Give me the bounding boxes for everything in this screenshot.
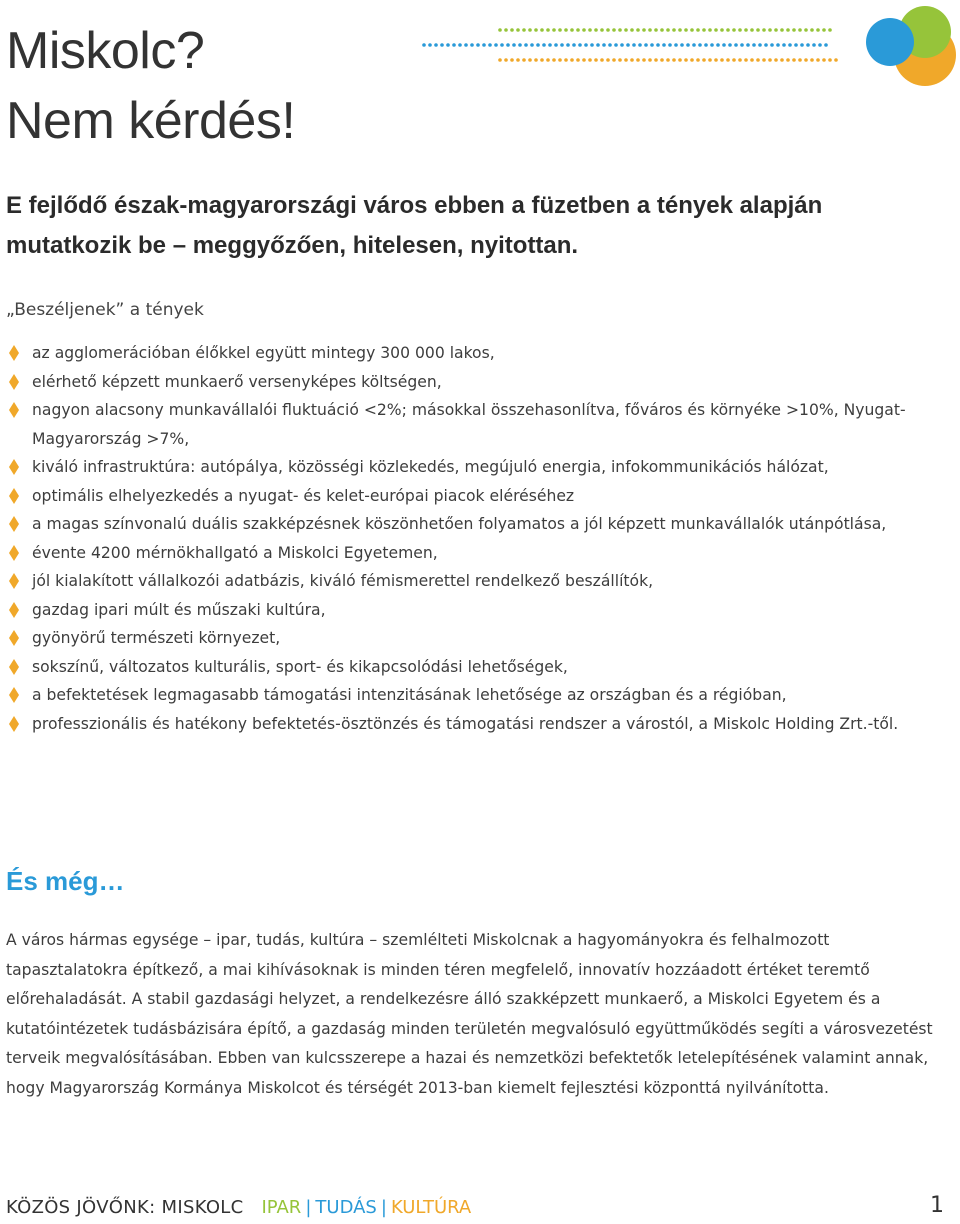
footer-brand: KÖZÖS JÖVŐNK: MISKOLC xyxy=(6,1197,244,1218)
decoration-dot xyxy=(720,58,724,62)
decoration-dot xyxy=(672,58,676,62)
decoration-dot xyxy=(756,28,760,32)
decoration-dot xyxy=(720,28,724,32)
decoration-dot xyxy=(804,58,808,62)
decoration-dot xyxy=(498,58,502,62)
decoration-dot xyxy=(696,28,700,32)
logo-decoration xyxy=(420,0,960,96)
decoration-dot xyxy=(572,43,576,47)
decoration-dot xyxy=(810,28,814,32)
decoration-dot xyxy=(636,28,640,32)
page-number: 1 xyxy=(930,1193,944,1218)
footer-tudas: TUDÁS xyxy=(315,1197,377,1218)
decoration-dot xyxy=(582,58,586,62)
list-item xyxy=(6,368,950,397)
decoration-dot xyxy=(554,43,558,47)
decoration-dot xyxy=(656,43,660,47)
decoration-dot xyxy=(594,28,598,32)
decoration-dot xyxy=(782,43,786,47)
decoration-dot xyxy=(452,43,456,47)
decoration-dot xyxy=(780,58,784,62)
decoration-dot xyxy=(602,43,606,47)
list-item-text: gazdag ipari múlt és műszaki kultúra, xyxy=(32,600,326,619)
decoration-dot xyxy=(696,58,700,62)
decoration-dot xyxy=(734,43,738,47)
decoration-dot xyxy=(594,58,598,62)
decoration-dot xyxy=(728,43,732,47)
decoration-dot xyxy=(636,58,640,62)
decoration-dot xyxy=(536,43,540,47)
footer-ipar: IPAR xyxy=(261,1197,302,1218)
decoration-dot xyxy=(512,43,516,47)
decoration-dot xyxy=(422,43,426,47)
decoration-dot xyxy=(804,28,808,32)
decoration-dot xyxy=(666,28,670,32)
decoration-dot xyxy=(428,43,432,47)
decoration-dot xyxy=(684,58,688,62)
decoration-dot xyxy=(642,58,646,62)
decoration-dot xyxy=(624,58,628,62)
decoration-dot xyxy=(630,28,634,32)
diamond-bullet-icon xyxy=(8,344,20,362)
footer-separator: | xyxy=(305,1197,312,1218)
decoration-dot xyxy=(590,43,594,47)
decoration-dot xyxy=(792,58,796,62)
decoration-dot xyxy=(692,43,696,47)
page-title xyxy=(6,16,295,156)
decoration-dot xyxy=(540,28,544,32)
decoration-dot xyxy=(488,43,492,47)
decoration-dot xyxy=(710,43,714,47)
decoration-dot xyxy=(612,28,616,32)
decoration-dot xyxy=(440,43,444,47)
footer-kultura: KULTÚRA xyxy=(390,1197,472,1218)
diamond-bullet-icon xyxy=(8,544,20,562)
intro-text: E fejlődő észak-magyarországi város ebben a füzetben a tények alapján mutatkozik be – meggyőzően, hitelesen, nyitottan. xyxy=(6,192,823,259)
decoration-dot xyxy=(716,43,720,47)
decoration-dot xyxy=(516,58,520,62)
decoration-dot xyxy=(816,28,820,32)
decoration-dot xyxy=(500,43,504,47)
decoration-dot xyxy=(750,58,754,62)
decoration-dot xyxy=(714,28,718,32)
diamond-bullet-icon xyxy=(8,401,20,419)
decoration-dot xyxy=(530,43,534,47)
decoration-dot xyxy=(596,43,600,47)
diamond-bullet-icon xyxy=(8,373,20,391)
decoration-dot xyxy=(552,28,556,32)
list-item xyxy=(6,596,950,625)
decoration-dot xyxy=(744,58,748,62)
decoration-dot xyxy=(764,43,768,47)
decoration-dot xyxy=(446,43,450,47)
decoration-dot xyxy=(578,43,582,47)
list-item xyxy=(6,624,950,653)
list-item-text: gyönyörű természeti környezet, xyxy=(32,629,281,647)
decoration-dot xyxy=(750,28,754,32)
decoration-dot xyxy=(738,58,742,62)
decoration-dot xyxy=(614,43,618,47)
dotted-lines-decoration xyxy=(422,28,838,62)
decoration-dot xyxy=(708,58,712,62)
decoration-dot xyxy=(828,58,832,62)
decoration-dot xyxy=(662,43,666,47)
decoration-dot xyxy=(548,43,552,47)
decoration-dot xyxy=(690,58,694,62)
decoration-dot xyxy=(600,58,604,62)
decoration-dot xyxy=(476,43,480,47)
diamond-bullet-icon xyxy=(8,515,20,533)
decoration-dot xyxy=(732,58,736,62)
decoration-dot xyxy=(654,58,658,62)
decoration-dot xyxy=(680,43,684,47)
facts-list xyxy=(6,339,950,738)
decoration-dot xyxy=(570,28,574,32)
decoration-dot xyxy=(738,28,742,32)
decoration-dot xyxy=(624,28,628,32)
decoration-dot xyxy=(800,43,804,47)
decoration-dot xyxy=(642,28,646,32)
decoration-dot xyxy=(524,43,528,47)
list-item-text: optimális elhelyezkedés a nyugat- és kelet-európai piacok eléréséhez xyxy=(32,486,575,505)
decoration-dot xyxy=(774,28,778,32)
list-item-text: kiváló infrastruktúra: autópálya, közösségi közlekedés, megújuló energia, infokommunikációs hálózat, xyxy=(32,458,829,476)
decoration-dot xyxy=(654,28,658,32)
decoration-dot xyxy=(792,28,796,32)
decoration-dot xyxy=(564,28,568,32)
decoration-dot xyxy=(644,43,648,47)
decoration-dot xyxy=(534,58,538,62)
decoration-dot xyxy=(630,58,634,62)
decoration-dot xyxy=(510,28,514,32)
list-item-text: jól kialakított vállalkozói adatbázis, kiváló fémismerettel rendelkező beszállítók, xyxy=(32,572,654,590)
decoration-dot xyxy=(788,43,792,47)
decoration-dot xyxy=(458,43,462,47)
decoration-dot xyxy=(650,43,654,47)
decoration-dot xyxy=(686,43,690,47)
decoration-dot xyxy=(776,43,780,47)
decoration-dot xyxy=(584,43,588,47)
title-line-1: Miskolc? xyxy=(6,22,205,80)
decoration-dot xyxy=(740,43,744,47)
decoration-dot xyxy=(618,28,622,32)
decoration-dot xyxy=(632,43,636,47)
list-item-text: évente 4200 mérnökhallgató a Miskolci Egyetemen, xyxy=(32,543,438,562)
decoration-dot xyxy=(678,28,682,32)
page-footer xyxy=(6,1194,950,1224)
logo-circles-icon xyxy=(866,6,956,86)
decoration-dot xyxy=(660,58,664,62)
decoration-dot xyxy=(762,58,766,62)
decoration-dot xyxy=(546,58,550,62)
diamond-bullet-icon xyxy=(8,487,20,505)
diamond-bullet-icon xyxy=(8,629,20,647)
list-item-text: sokszínű, változatos kulturális, sport- és kikapcsolódási lehetőségek, xyxy=(32,657,568,676)
decoration-dot xyxy=(494,43,498,47)
decoration-dot xyxy=(626,43,630,47)
decoration-dot xyxy=(704,43,708,47)
decoration-dot xyxy=(566,43,570,47)
list-item-text: a magas színvonalú duális szakképzésnek köszönhetően folyamatos a jól képzett munkavállalók utánpótlása, xyxy=(32,515,887,533)
decoration-dot xyxy=(504,28,508,32)
decoration-dot xyxy=(768,58,772,62)
decoration-dot xyxy=(702,28,706,32)
list-item xyxy=(6,339,950,368)
decoration-dot xyxy=(560,43,564,47)
decoration-dot xyxy=(482,43,486,47)
decoration-dot xyxy=(582,28,586,32)
decoration-dot xyxy=(564,58,568,62)
decoration-dot xyxy=(606,28,610,32)
decoration-dot xyxy=(798,58,802,62)
decoration-dot xyxy=(434,43,438,47)
decoration-dot xyxy=(540,58,544,62)
list-item-text: elérhető képzett munkaerő versenyképes költségen, xyxy=(32,372,442,391)
decoration-dot xyxy=(576,28,580,32)
decoration-dot xyxy=(518,43,522,47)
list-item xyxy=(6,681,950,710)
decoration-dot xyxy=(612,58,616,62)
list-item xyxy=(6,510,950,539)
decoration-dot xyxy=(674,43,678,47)
decoration-dot xyxy=(768,28,772,32)
decoration-dot xyxy=(762,28,766,32)
decoration-dot xyxy=(608,43,612,47)
footer-separator: | xyxy=(380,1197,387,1218)
decoration-dot xyxy=(510,58,514,62)
decoration-dot xyxy=(722,43,726,47)
decoration-dot xyxy=(794,43,798,47)
decoration-dot xyxy=(660,28,664,32)
list-item-text: az agglomerációban élőkkel együtt mintegy 300 000 lakos, xyxy=(32,344,495,362)
decoration-dot xyxy=(732,28,736,32)
decoration-dot xyxy=(620,43,624,47)
list-item xyxy=(6,539,950,568)
decoration-dot xyxy=(698,43,702,47)
decoration-dot xyxy=(498,28,502,32)
title-line-2: Nem kérdés! xyxy=(6,92,296,150)
decoration-dot xyxy=(774,58,778,62)
decoration-dot xyxy=(588,58,592,62)
decoration-dot xyxy=(522,58,526,62)
decoration-dot xyxy=(780,28,784,32)
decoration-dot xyxy=(726,28,730,32)
decoration-dot xyxy=(708,28,712,32)
decoration-dot xyxy=(528,28,532,32)
diamond-bullet-icon xyxy=(8,572,20,590)
list-item-text: nagyon alacsony munkavállalói fluktuáció <2%; másokkal összehasonlítva, főváros és környéke >10%, Nyugat-Magyarország >7%, xyxy=(32,401,906,448)
decoration-dot xyxy=(668,43,672,47)
decoration-dot xyxy=(806,43,810,47)
decoration-dot xyxy=(606,58,610,62)
decoration-dot xyxy=(758,43,762,47)
decoration-dot xyxy=(506,43,510,47)
decoration-dot xyxy=(816,58,820,62)
decoration-dot xyxy=(678,58,682,62)
list-item xyxy=(6,567,950,596)
body-paragraph: A város hármas egysége – ipar, tudás, kultúra – szemlélteti Miskolcnak a hagyományokra és felhalmozott tapasztalatokra építkező, a mai kihívásoknak is minden téren megfelelő, innovatív hozzáadott értéket teremtő előrehaladását. A stabil gazdasági helyzet, a rendelkezésre álló szakképzett munkaerő, a Miskolci Egyetem és a kutatóintézetek tudásbázisára építő, a gazdaság minden területén megvalósuló együttműködés segíti a városvezetést terveik megvalósításában. Ebben van kulcsszerepe a hazai és nemzetközi befektetők letelepítésének valamint annak, hogy Magyarország Kormánya Miskolcot és térségét 2013-ban kiemelt fejlesztési központtá nyilvánította. xyxy=(6,931,933,1097)
decoration-dot xyxy=(534,28,538,32)
list-item xyxy=(6,653,950,682)
decoration-dot xyxy=(648,58,652,62)
decoration-dot xyxy=(744,28,748,32)
decoration-dot xyxy=(516,28,520,32)
decoration-dot xyxy=(576,58,580,62)
list-item xyxy=(6,482,950,511)
decoration-dot xyxy=(714,58,718,62)
decoration-dot xyxy=(770,43,774,47)
decoration-dot xyxy=(552,58,556,62)
decoration-dot xyxy=(828,28,832,32)
decoration-dot xyxy=(528,58,532,62)
decoration-dot xyxy=(756,58,760,62)
decoration-dot xyxy=(822,28,826,32)
decoration-dot xyxy=(588,28,592,32)
list-item xyxy=(6,710,950,739)
diamond-bullet-icon xyxy=(8,686,20,704)
decoration-dot xyxy=(558,28,562,32)
decoration-dot xyxy=(648,28,652,32)
decoration-dot xyxy=(570,58,574,62)
list-item xyxy=(6,453,950,482)
decoration-dot xyxy=(546,28,550,32)
diamond-bullet-icon xyxy=(8,458,20,476)
decoration-dot xyxy=(542,43,546,47)
decoration-dot xyxy=(812,43,816,47)
decoration-dot xyxy=(798,28,802,32)
decoration-dot xyxy=(666,58,670,62)
decoration-dot xyxy=(824,43,828,47)
decoration-dot xyxy=(504,58,508,62)
diamond-bullet-icon xyxy=(8,715,20,733)
decoration-dot xyxy=(464,43,468,47)
list-item xyxy=(6,396,950,453)
decoration-dot xyxy=(752,43,756,47)
decoration-dot xyxy=(600,28,604,32)
decoration-dot xyxy=(684,28,688,32)
decoration-dot xyxy=(618,58,622,62)
decoration-dot xyxy=(834,58,838,62)
decoration-dot xyxy=(690,28,694,32)
decoration-dot xyxy=(822,58,826,62)
decoration-dot xyxy=(746,43,750,47)
decoration-dot xyxy=(786,28,790,32)
decoration-dot xyxy=(726,58,730,62)
decoration-dot xyxy=(638,43,642,47)
decoration-dot xyxy=(786,58,790,62)
diamond-bullet-icon xyxy=(8,601,20,619)
list-item-text: professzionális és hatékony befektetés-ösztönzés és támogatási rendszer a várostól, a Miskolc Holding Zrt.-től. xyxy=(32,714,899,733)
diamond-bullet-icon xyxy=(8,658,20,676)
decoration-dot xyxy=(818,43,822,47)
section-heading: És még… xyxy=(6,866,125,896)
facts-heading: „Beszéljenek” a tények xyxy=(6,300,204,320)
decoration-dot xyxy=(558,58,562,62)
decoration-dot xyxy=(810,58,814,62)
decoration-dot xyxy=(470,43,474,47)
decoration-dot xyxy=(522,28,526,32)
decoration-dot xyxy=(702,58,706,62)
decoration-dot xyxy=(672,28,676,32)
list-item-text: a befektetések legmagasabb támogatási intenzitásának lehetősége az országban és a régióban, xyxy=(32,686,787,704)
